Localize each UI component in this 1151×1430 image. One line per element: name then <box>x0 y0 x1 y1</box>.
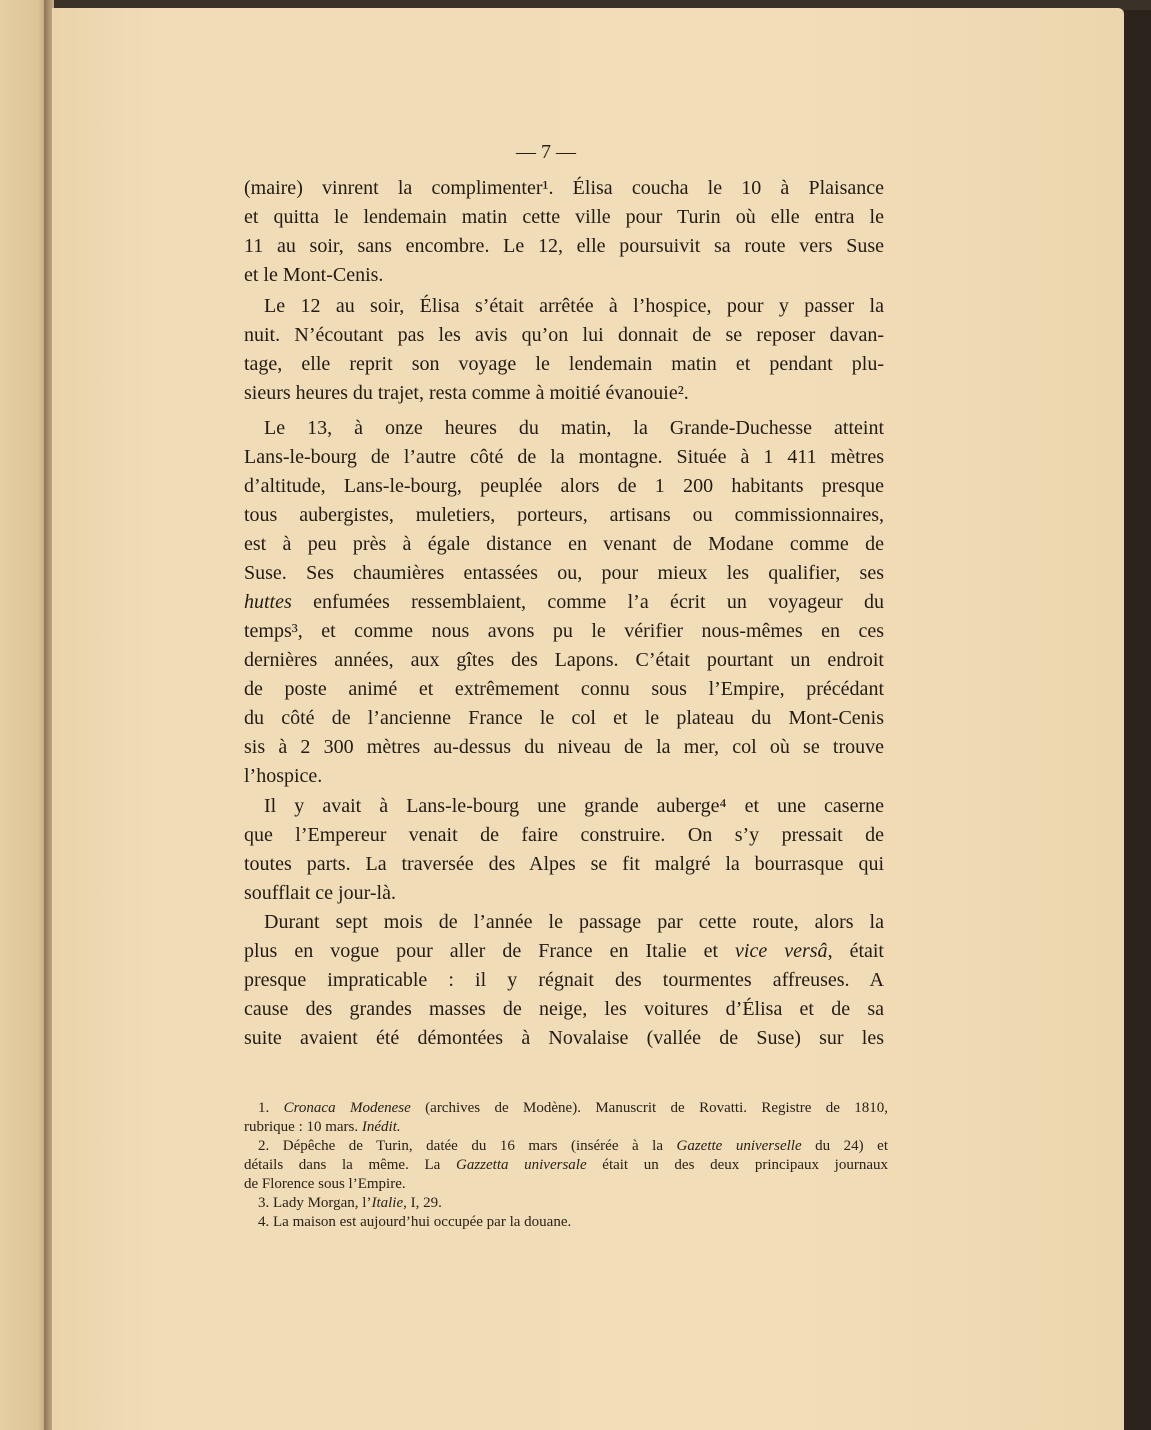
text-segment: (archives de Modène). Manuscrit de Rovatti. Registre de 1810, <box>410 1100 889 1116</box>
text-segment: est à peu près à égale distance en venant de Modane comme de <box>244 533 884 555</box>
text-segment: enfumées ressemblaient, comme l’a écrit un voyageur du <box>291 591 884 613</box>
text-segment: que l’Empereur venait de faire construire. On s’y pressait de <box>244 824 884 846</box>
text-segment: 1. <box>258 1100 284 1116</box>
text-segment: était un des deux principaux journaux <box>586 1157 888 1173</box>
text-line <box>244 997 884 1021</box>
text-segment: 4. La maison est aujourd’hui occupée par la douane. <box>258 1214 572 1230</box>
text-segment: de poste animé et extrêmement connu sous l’Empire, précédant <box>244 678 884 700</box>
text-line <box>244 939 884 963</box>
text-segment: 3. Lady Morgan, l’ <box>258 1195 372 1211</box>
text-segment: temps³, et comme nous avons pu le vérifier nous-mêmes en ces <box>244 620 884 642</box>
text-segment: l’hospice. <box>244 765 323 787</box>
italic-text: Gazzetta universale <box>455 1157 587 1173</box>
text-segment: Il y avait à Lans-le-bourg une grande auberge⁴ et une caserne <box>264 795 884 817</box>
text-line <box>264 294 884 318</box>
footnote-line <box>244 1176 888 1193</box>
text-segment: Suse. Ses chaumières entassées ou, pour mieux les qualifier, ses <box>244 562 884 584</box>
text-segment: du 24) et <box>801 1138 888 1154</box>
text-line <box>244 381 884 405</box>
italic-text: Gazette universelle <box>676 1138 802 1154</box>
text-line <box>244 532 884 556</box>
text-line <box>244 706 884 730</box>
text-segment: (maire) vinrent la complimenter¹. Élisa coucha le 10 à Plaisance <box>244 177 884 199</box>
text-segment: rubrique : 10 mars. <box>244 1119 362 1135</box>
text-segment: de Florence sous l’Empire. <box>244 1176 406 1192</box>
footnote-line <box>244 1157 888 1174</box>
text-line <box>244 764 884 788</box>
italic-text: huttes <box>244 591 292 613</box>
text-line <box>244 677 884 701</box>
text-line <box>244 503 884 527</box>
text-segment: nuit. N’écoutant pas les avis qu’on lui donnait de se reposer davan- <box>244 324 884 346</box>
text-segment: toutes parts. La traversée des Alpes se fit malgré la bourrasque qui <box>244 853 884 875</box>
text-line <box>244 205 884 229</box>
italic-text: vice versâ <box>735 940 828 962</box>
text-line <box>244 234 884 258</box>
text-segment: sis à 2 300 mètres au-dessus du niveau de la mer, col où se trouve <box>244 736 884 758</box>
text-segment: cause des grandes masses de neige, les voitures d’Élisa et de sa <box>244 998 884 1020</box>
text-segment: 2. Dépêche de Turin, datée du 16 mars (insérée à la <box>258 1138 677 1154</box>
text-segment: d’altitude, Lans-le-bourg, peuplée alors de 1 200 habitants presque <box>244 475 884 497</box>
text-line <box>244 852 884 876</box>
text-line <box>244 735 884 759</box>
footnote-line <box>258 1195 888 1212</box>
page-number: — 7 — <box>516 141 576 163</box>
text-line <box>244 176 884 200</box>
text-segment: 11 au soir, sans encombre. Le 12, elle poursuivit sa route vers Suse <box>244 235 884 257</box>
text-segment: sieurs heures du trajet, resta comme à moitié évanouie². <box>244 382 689 404</box>
scan-background-edge <box>1124 10 1151 1430</box>
text-segment: Lans-le-bourg de l’autre côté de la montagne. Située à 1 411 mètres <box>244 446 884 468</box>
text-line <box>244 1026 884 1050</box>
text-line <box>244 823 884 847</box>
text-line <box>244 352 884 376</box>
italic-text: Italie <box>371 1195 404 1211</box>
text-line <box>244 323 884 347</box>
text-segment: tous aubergistes, muletiers, porteurs, artisans ou commissionnaires, <box>244 504 884 526</box>
footnote-line <box>258 1138 888 1155</box>
text-line <box>244 648 884 672</box>
text-segment: soufflait ce jour-là. <box>244 882 396 904</box>
text-line <box>244 881 884 905</box>
text-segment: tage, elle reprit son voyage le lendemain matin et pendant plu- <box>244 353 884 375</box>
footnote-line <box>258 1100 888 1117</box>
text-line <box>244 619 884 643</box>
text-line <box>244 263 884 287</box>
footnote-line <box>258 1214 888 1231</box>
text-line <box>244 474 884 498</box>
text-segment: et le Mont-Cenis. <box>244 264 384 286</box>
text-line <box>244 968 884 992</box>
text-line <box>264 416 884 440</box>
text-segment: Durant sept mois de l’année le passage par cette route, alors la <box>264 911 884 933</box>
text-segment: détails dans la même. La <box>244 1157 456 1173</box>
text-segment: Le 12 au soir, Élisa s’était arrêtée à l’hospice, pour y passer la <box>264 295 884 317</box>
text-line <box>264 794 884 818</box>
text-segment: Le 13, à onze heures du matin, la Grande-Duchesse atteint <box>264 417 884 439</box>
text-segment: dernières années, aux gîtes des Lapons. C’était pourtant un endroit <box>244 649 884 671</box>
italic-text: Cronaca Modenese <box>283 1100 411 1116</box>
footnote-line <box>244 1119 888 1136</box>
text-segment: plus en vogue pour aller de France en Italie et <box>244 940 736 962</box>
text-segment: et quitta le lendemain matin cette ville pour Turin où elle entra le <box>244 206 884 228</box>
text-line <box>244 445 884 469</box>
text-segment: , I, 29. <box>403 1195 442 1211</box>
text-line <box>264 910 884 934</box>
facing-page-edge <box>0 0 48 1430</box>
text-segment: , était <box>827 940 884 962</box>
text-segment: presque impraticable : il y régnait des tourmentes affreuses. A <box>244 969 884 991</box>
text-segment: du côté de l’ancienne France le col et le plateau du Mont-Cenis <box>244 707 884 729</box>
text-line <box>244 561 884 585</box>
italic-text: Inédit. <box>361 1119 401 1135</box>
text-segment: suite avaient été démontées à Novalaise (vallée de Suse) sur les <box>244 1027 884 1049</box>
text-line <box>244 590 884 614</box>
